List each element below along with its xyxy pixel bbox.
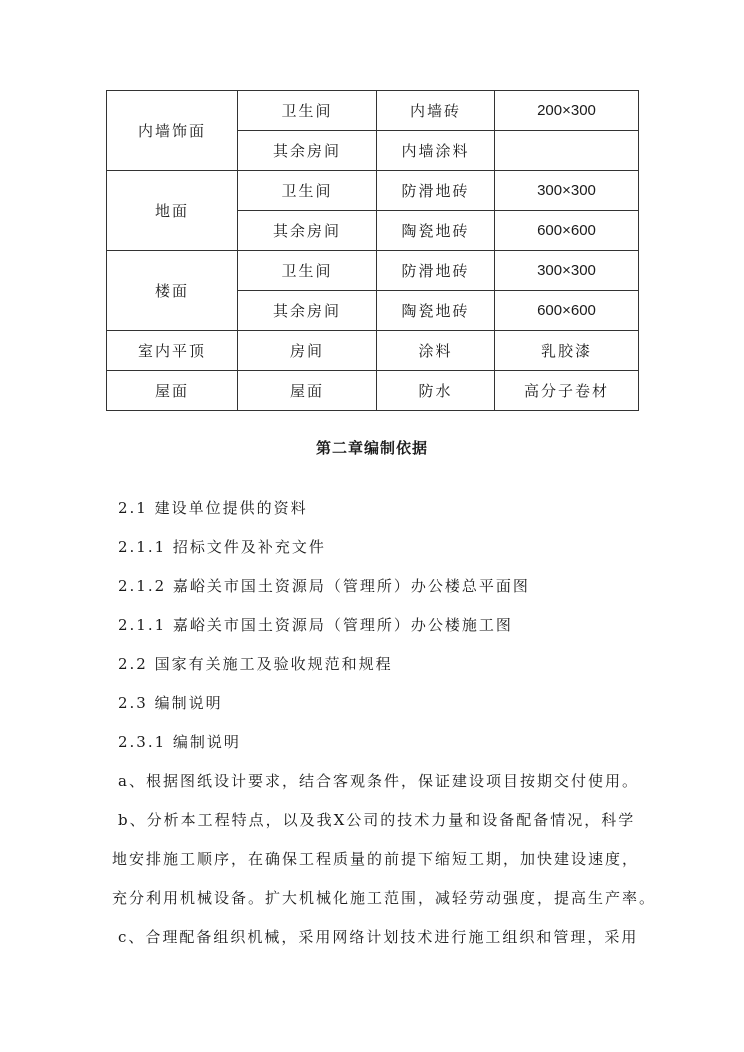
- category-cell: 地面: [107, 171, 238, 251]
- category-cell: 室内平顶: [107, 331, 238, 371]
- material-cell: 内墙涂料: [377, 131, 495, 171]
- table-row: [107, 371, 639, 411]
- body-paragraph: 地安排施工顺序，在确保工程质量的前提下缩短工期，加快建设速度，: [112, 850, 640, 868]
- section-heading: 2.1 建设单位提供的资料: [118, 499, 308, 517]
- section-heading: 2.3 编制说明: [118, 694, 223, 712]
- chapter-title: 第二章编制依据: [315, 439, 428, 457]
- location-cell: 其余房间: [238, 291, 377, 331]
- spec-cell: 300×300: [495, 171, 639, 211]
- section-heading: 2.1.1 招标文件及补充文件: [118, 538, 326, 556]
- spec-cell: 600×600: [495, 291, 639, 331]
- spec-cell: 200×300: [495, 91, 639, 131]
- section-heading: 2.3.1 编制说明: [118, 733, 241, 751]
- category-cell: 屋面: [107, 371, 238, 411]
- body-paragraph: 充分利用机械设备。扩大机械化施工范围，减轻劳动强度，提高生产率。: [112, 889, 657, 907]
- section-heading: 2.1.1 嘉峪关市国土资源局（管理所）办公楼施工图: [118, 616, 513, 634]
- spec-cell: 高分子卷材: [495, 371, 639, 411]
- material-cell: 陶瓷地砖: [377, 291, 495, 331]
- table-row: [107, 331, 639, 371]
- category-cell: 楼面: [107, 251, 238, 331]
- spec-cell: 300×300: [495, 251, 639, 291]
- material-cell: 防滑地砖: [377, 251, 495, 291]
- location-cell: 房间: [238, 331, 377, 371]
- section-heading: 2.1.2 嘉峪关市国土资源局（管理所）办公楼总平面图: [118, 577, 530, 595]
- location-cell: 其余房间: [238, 131, 377, 171]
- body-paragraph: a、根据图纸设计要求，结合客观条件，保证建设项目按期交付使用。: [118, 772, 639, 790]
- body-paragraph: b、分析本工程特点，以及我X公司的技术力量和设备配备情况，科学: [118, 811, 636, 829]
- location-cell: 其余房间: [238, 211, 377, 251]
- body-paragraph: c、合理配备组织机械，采用网络计划技术进行施工组织和管理，采用: [118, 928, 639, 946]
- material-cell: 内墙砖: [377, 91, 495, 131]
- table-row: [107, 251, 639, 291]
- spec-cell: 乳胶漆: [495, 331, 639, 371]
- location-cell: 屋面: [238, 371, 377, 411]
- spec-cell: 600×600: [495, 211, 639, 251]
- category-cell: 内墙饰面: [107, 91, 238, 171]
- spec-cell: [495, 131, 639, 171]
- location-cell: 卫生间: [238, 251, 377, 291]
- material-cell: 防滑地砖: [377, 171, 495, 211]
- finish-spec-table: [106, 90, 639, 411]
- material-cell: 防水: [377, 371, 495, 411]
- location-cell: 卫生间: [238, 171, 377, 211]
- material-cell: 涂料: [377, 331, 495, 371]
- table-row: [107, 91, 639, 131]
- table-row: [107, 171, 639, 211]
- section-heading: 2.2 国家有关施工及验收规范和规程: [118, 655, 393, 673]
- material-cell: 陶瓷地砖: [377, 211, 495, 251]
- location-cell: 卫生间: [238, 91, 377, 131]
